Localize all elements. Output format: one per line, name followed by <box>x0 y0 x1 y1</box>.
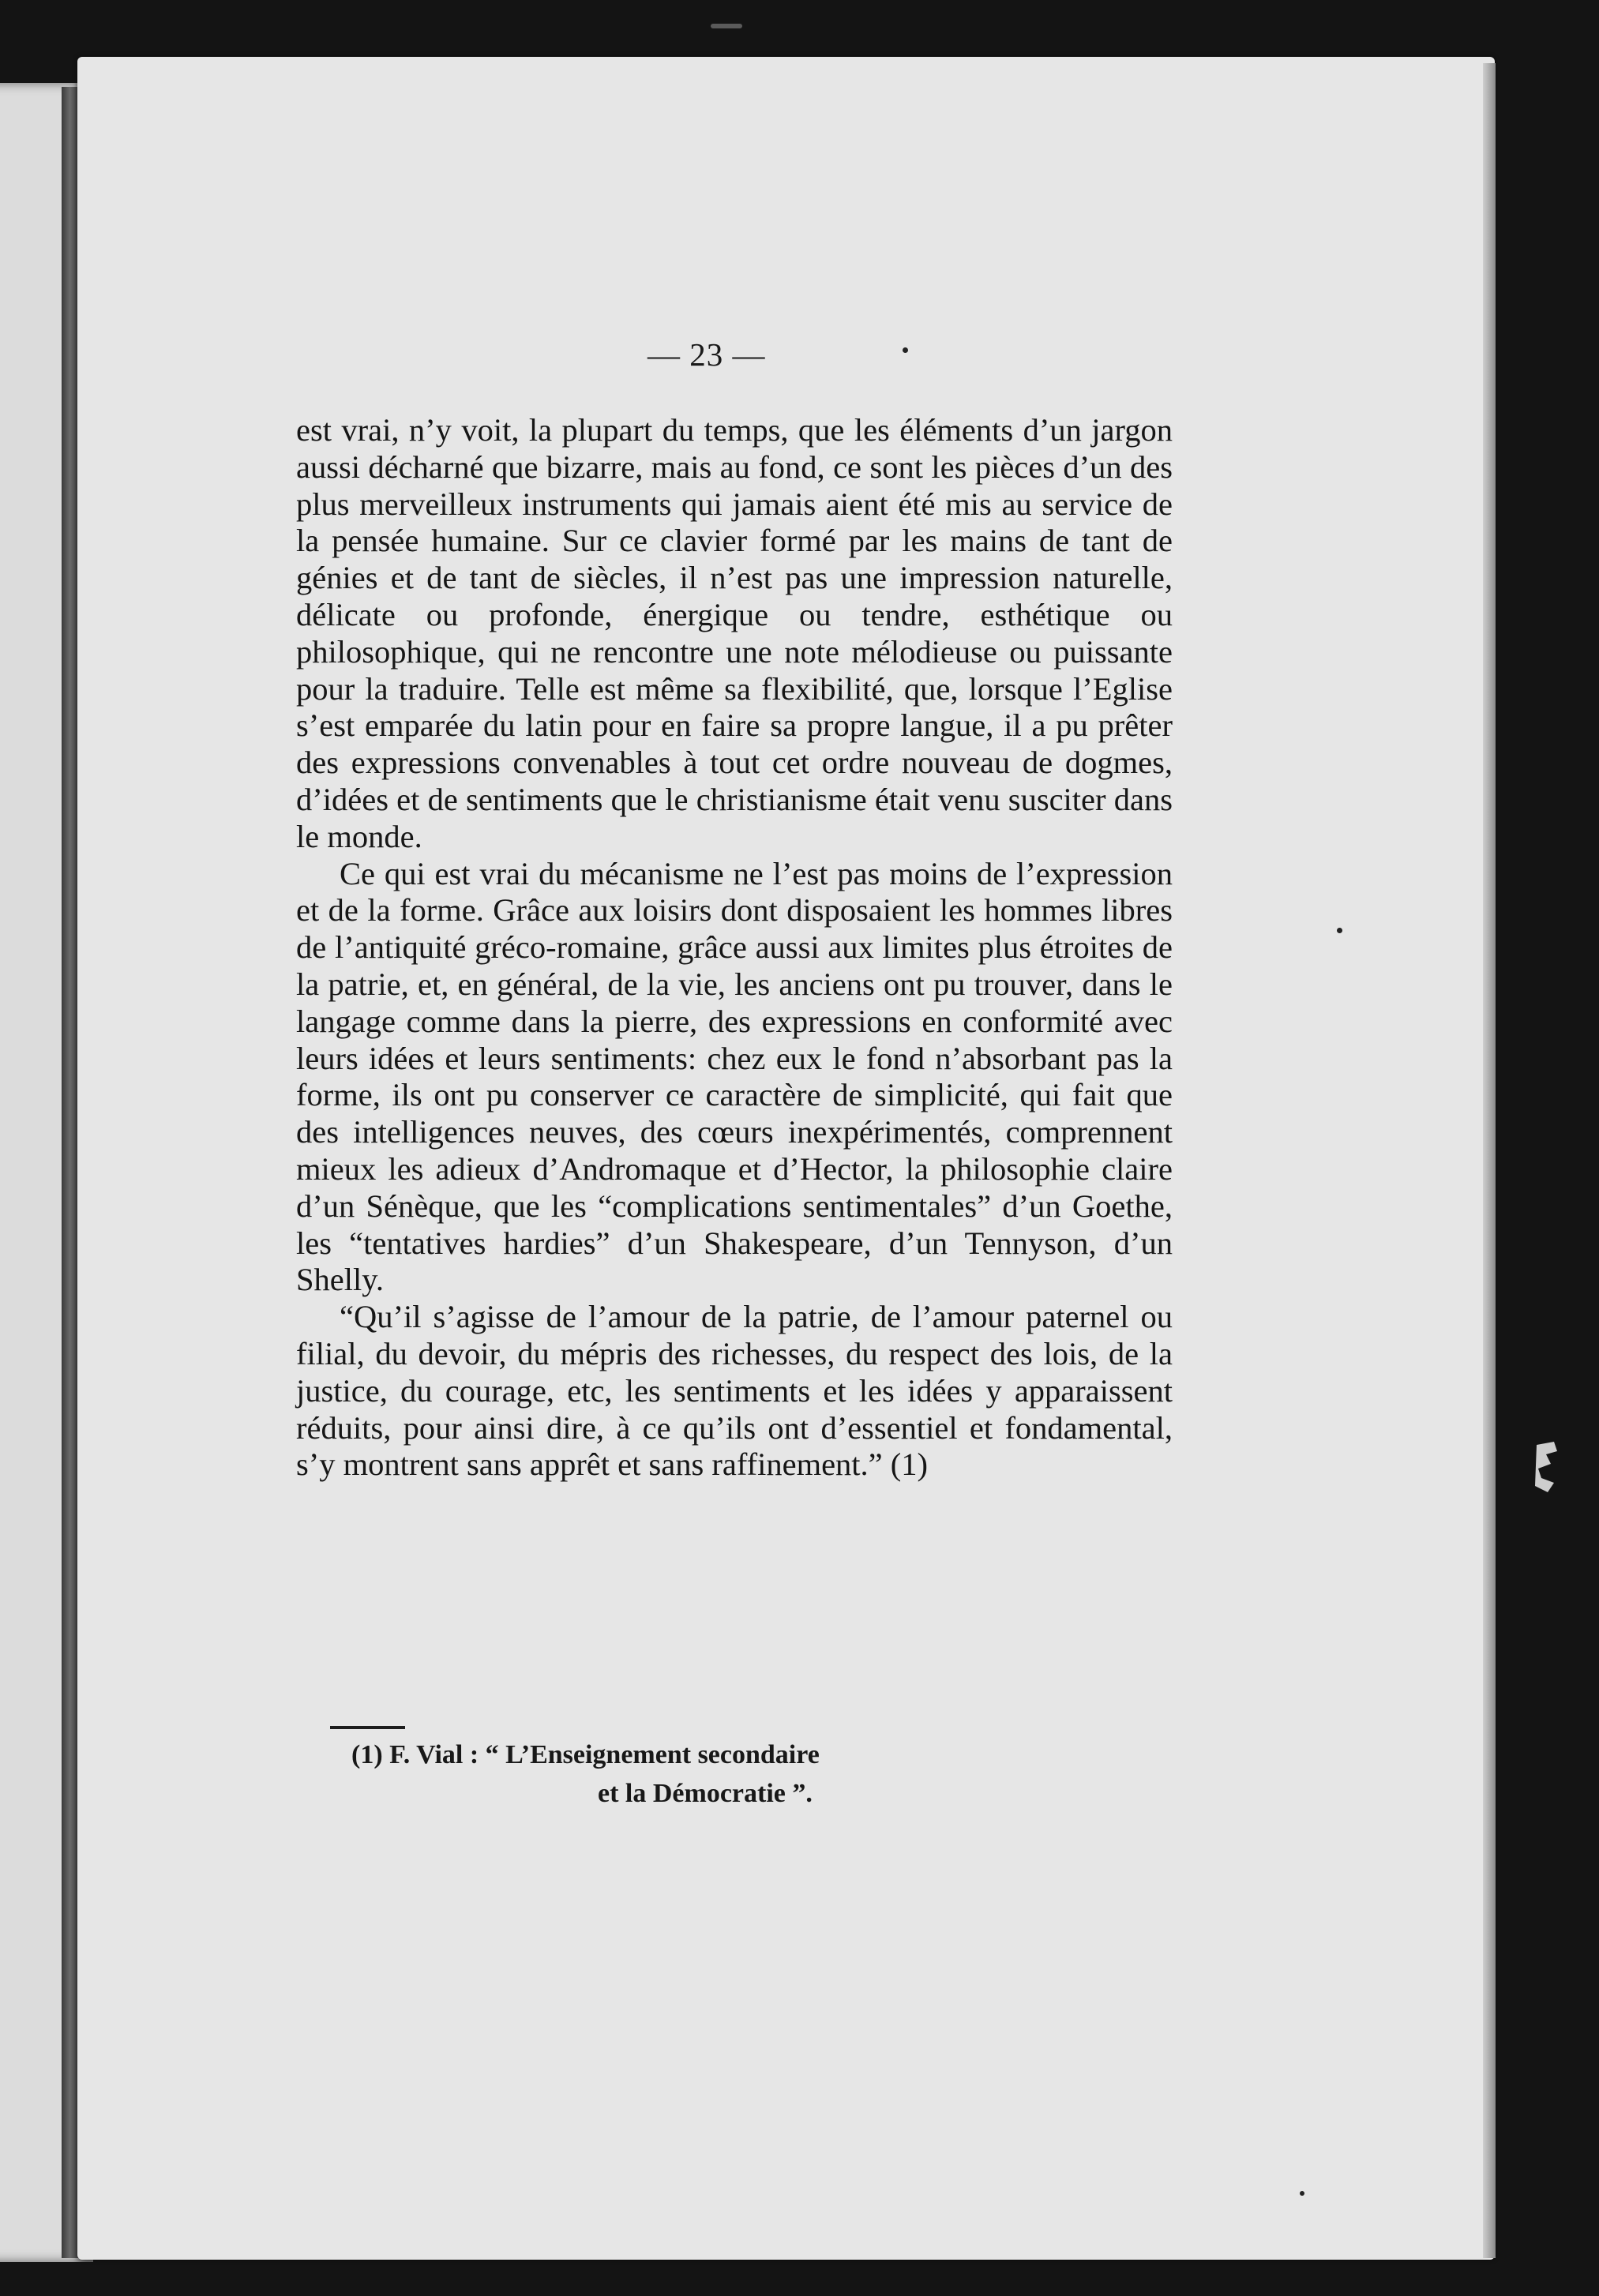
speck <box>711 24 742 28</box>
footnote-line-2: et la Démocratie ”. <box>598 1779 813 1808</box>
paragraph-3: “Qu’il s’agisse de l’amour de la patrie, de l’amour paternel ou filial, du devoir, du mépris des richesses, du respect des lois, de la justice, du courage, etc, les sentiments et les idées y apparaissent réduits, pour ainsi dire, à ce qu’ils ont d’essentiel et fondamental, s’y montrent sans apprêt et sans raffinement.” (1) <box>296 1299 1173 1483</box>
speck <box>903 347 908 353</box>
footnote-line-1: (1) F. Vial : “ L’Enseignement secondaire <box>351 1740 820 1769</box>
edge-marks <box>1530 1437 1562 1500</box>
footnote <box>351 1735 1062 1813</box>
speck <box>1300 2191 1304 2196</box>
body-text <box>296 412 1173 1484</box>
paragraph-1: est vrai, n’y voit, la plupart du temps, que les éléments d’un jargon aussi décharné que bizarre, mais au fond, ce sont les pièces d’un des plus merveilleux instruments qui jamais aient été mis au service de la pensée humaine. Sur ce clavier formé par les mains de tant de génies et de tant de siècles, il n’est pas une impression naturelle, délicate ou profonde, énergique ou tendre, esthétique ou philosophique, qui ne rencontre une note mélodieuse ou puissante pour la traduire. Telle est même sa flexibilité, que, lorsque l’Eglise s’est emparée du latin pour en faire sa propre langue, il a pu prêter des expressions convenables à tout cet ordre nouveau de dogmes, d’idées et de sentiments que le christianisme était venu susciter dans le monde. <box>296 412 1173 854</box>
footnote-rule <box>330 1726 405 1729</box>
paragraph-2: Ce qui est vrai du mécanisme ne l’est pas moins de l’expression et de la forme. Grâce aux loisirs dont disposaient les hommes libres de l’antiquité gréco-romaine, grâce aussi aux limites plus étroites de la patrie, et, en général, de la vie, les anciens ont pu trouver, dans le langage comme dans la pierre, des expressions en conformité avec leurs idées et leurs sentiments: chez eux le fond n’absorbant pas la forme, ils ont pu conserver ce caractère de simplicité, qui fait que des intelligences neuves, des cœurs inexpérimentés, comprennent mieux les adieux d’Andromaque et d’Hector, la philosophie claire d’un Sénèque, que les “complications sentimentales” d’un Goethe, les “tentatives hardies” d’un Shakespeare, d’un Tennyson, d’un Shelly. <box>296 855 1173 1298</box>
speck <box>1337 928 1342 933</box>
page-right-edge <box>1483 63 1496 2258</box>
page-number: — 23 — <box>647 336 766 373</box>
